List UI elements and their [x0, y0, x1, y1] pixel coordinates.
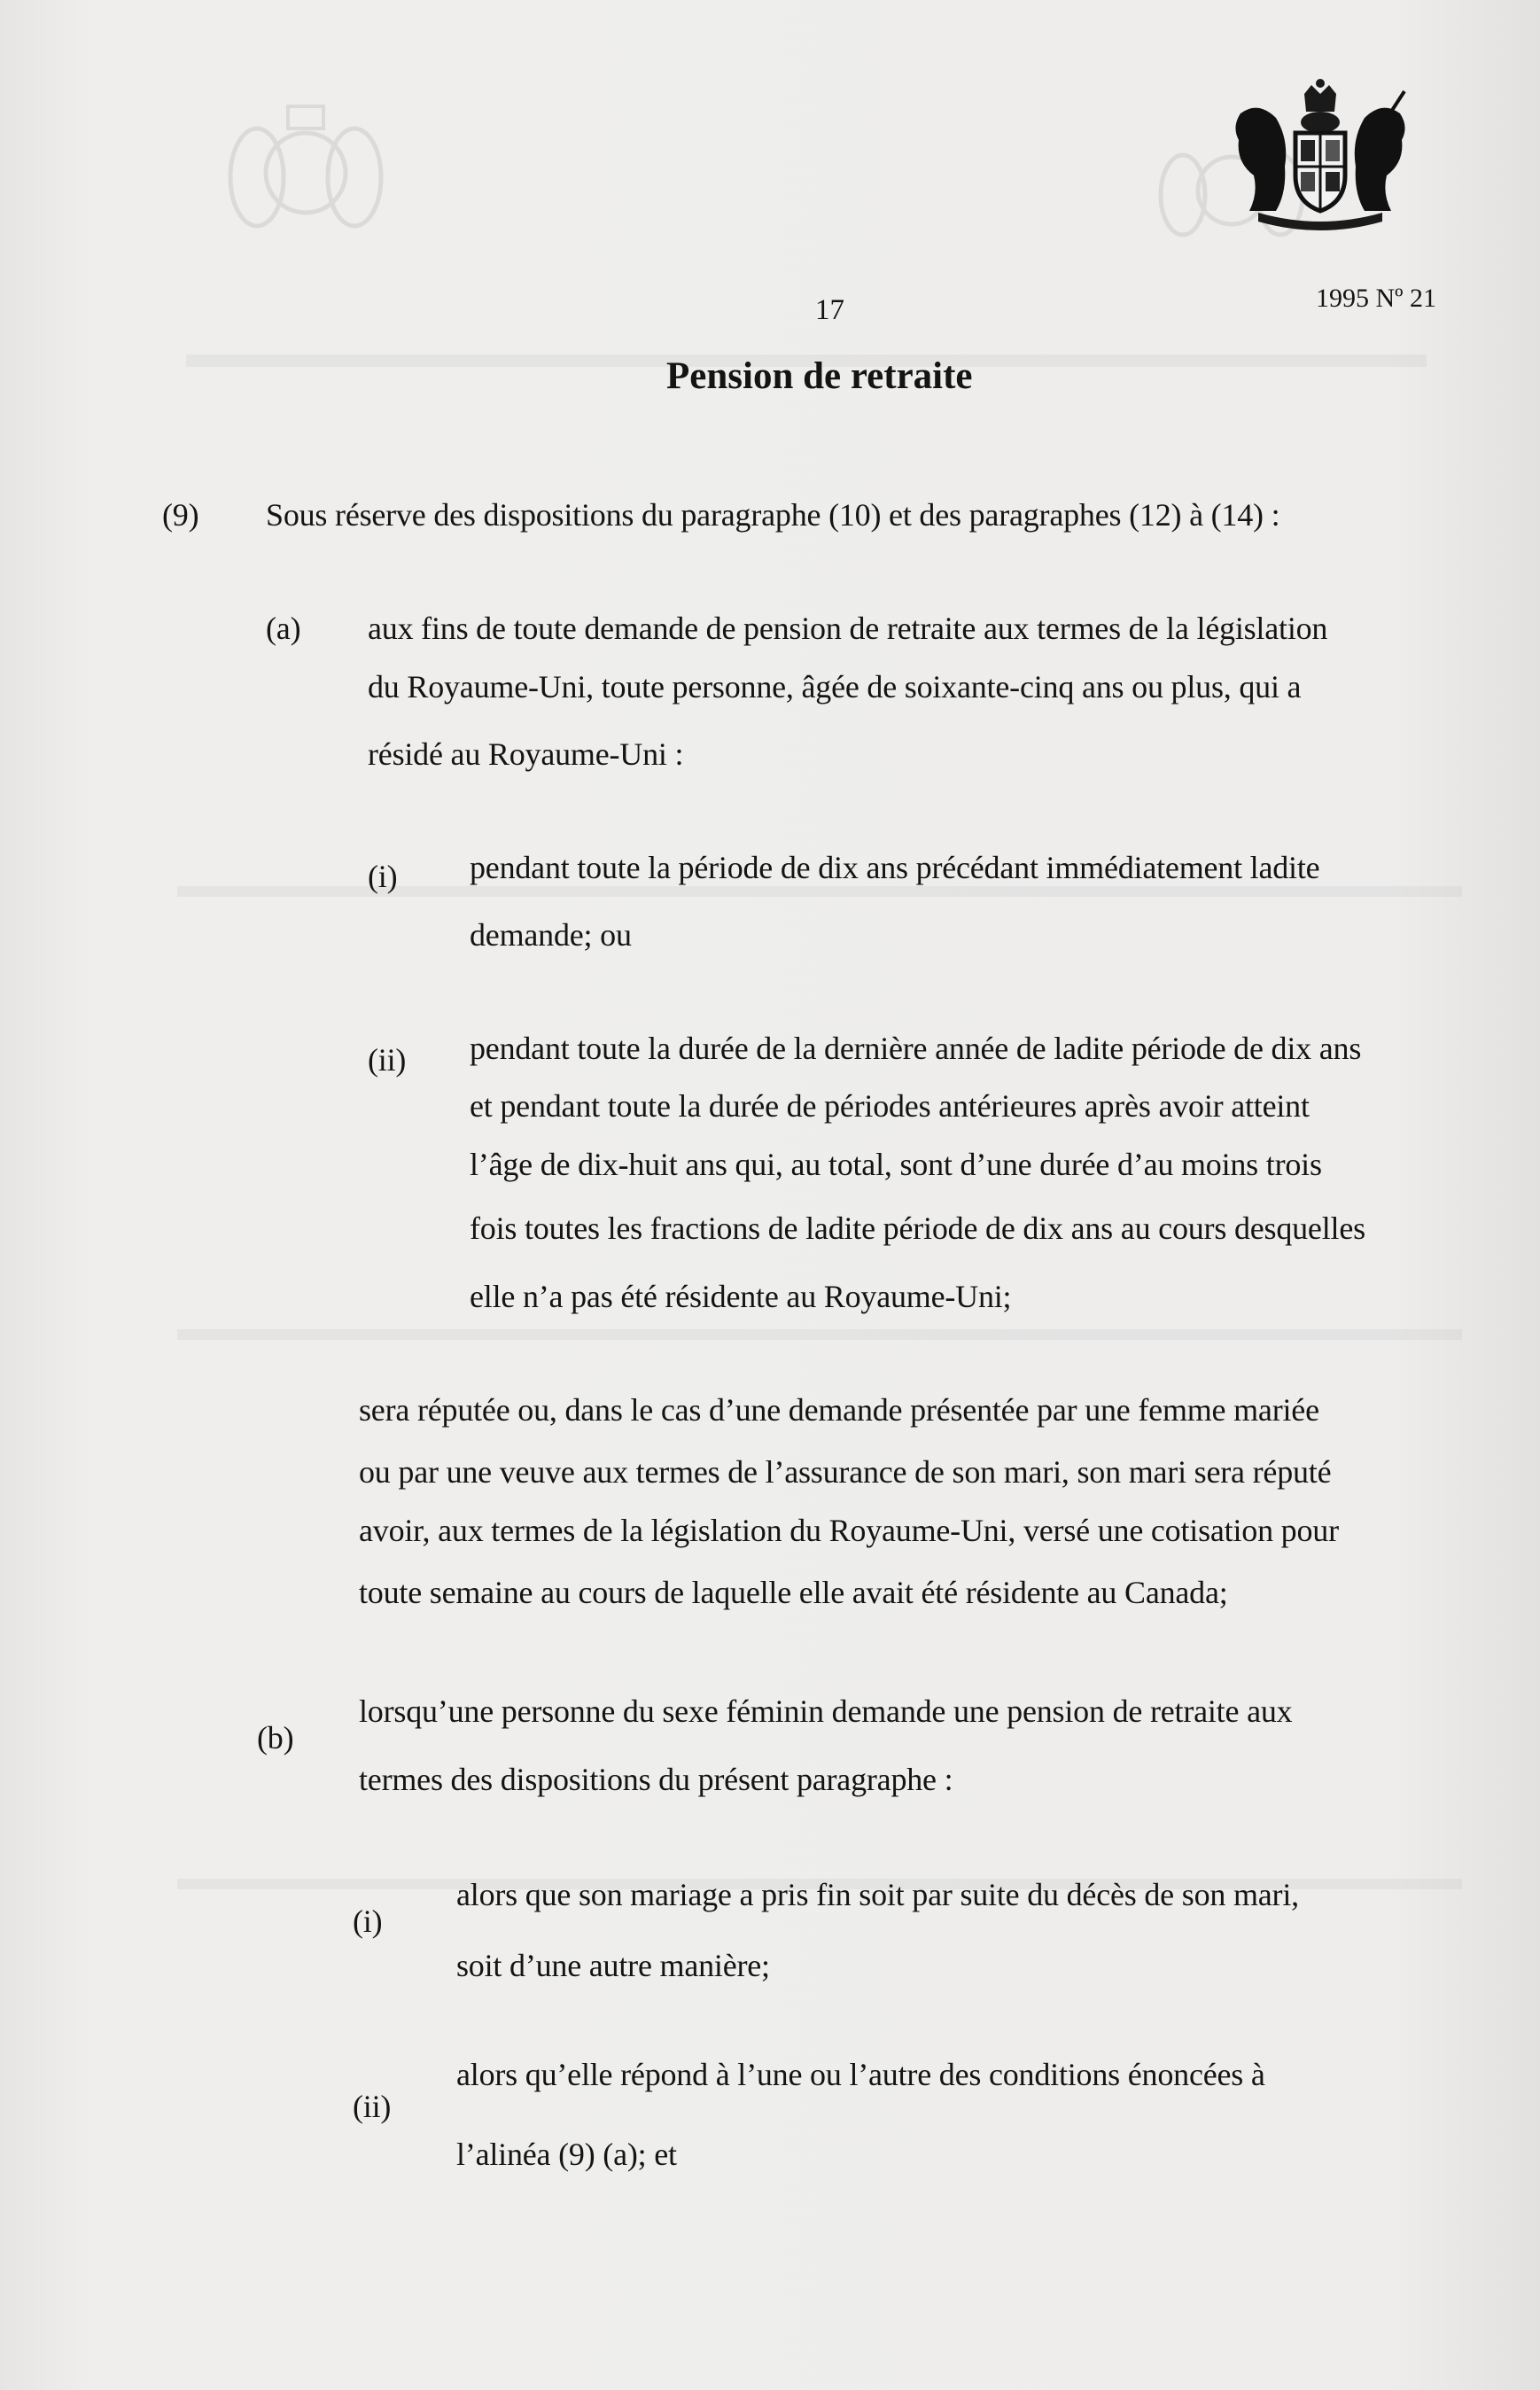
section-title: Pension de retraite	[666, 355, 973, 397]
item-a-line: résidé au Royaume-Uni :	[368, 736, 684, 772]
item-b-label: (b)	[257, 1720, 294, 1756]
ghost-crest-icon	[217, 89, 394, 248]
item-a-i-line: demande; ou	[470, 917, 632, 953]
item-b-ii-label: (ii)	[353, 2089, 392, 2124]
item-a-label: (a)	[266, 611, 301, 646]
item-b-i-label: (i)	[353, 1903, 383, 1939]
item-a-ii-line: et pendant toute la durée de périodes antérieures après avoir atteint	[470, 1088, 1310, 1124]
item-a-conclusion-line: sera réputée ou, dans le cas d’une demande présentée par une femme mariée	[359, 1392, 1319, 1428]
item-a-line: aux fins de toute demande de pension de retraite aux termes de la législation	[368, 611, 1328, 646]
item-a-ii-line: elle n’a pas été résidente au Royaume-Uni;	[470, 1279, 1012, 1314]
royal-coat-of-arms-icon	[1223, 78, 1418, 233]
item-b-i-line: alors que son mariage a pris fin soit par suite du décès de son mari,	[456, 1877, 1299, 1912]
item-a-line: du Royaume-Uni, toute personne, âgée de soixante-cinq ans ou plus, qui a	[368, 669, 1302, 705]
item-a-conclusion-line: avoir, aux termes de la législation du Royaume-Uni, versé une cotisation pour	[359, 1513, 1339, 1548]
document-reference: 1995 Nº 21	[1316, 284, 1436, 313]
page-number: 17	[815, 294, 844, 326]
item-a-conclusion-line: ou par une veuve aux termes de l’assurance de son mari, son mari sera réputé	[359, 1454, 1332, 1490]
item-a-ii-line: l’âge de dix-huit ans qui, au total, sont d’une durée d’au moins trois	[470, 1147, 1322, 1182]
item-b-ii-line: l’alinéa (9) (a); et	[456, 2137, 677, 2172]
item-a-i-line: pendant toute la période de dix ans précédant immédiatement ladite	[470, 850, 1320, 885]
bleed-through-texture	[177, 1329, 1462, 1340]
item-b-ii-line: alors qu’elle répond à l’une ou l’autre des conditions énoncées à	[456, 2057, 1265, 2092]
item-b-i-line: soit d’une autre manière;	[456, 1948, 770, 1983]
paragraph-number: (9)	[162, 497, 199, 533]
item-b-line: lorsqu’une personne du sexe féminin demande une pension de retraite aux	[359, 1693, 1293, 1729]
item-a-conclusion-line: toute semaine au cours de laquelle elle avait été résidente au Canada;	[359, 1575, 1228, 1610]
item-a-i-label: (i)	[368, 859, 398, 894]
item-a-ii-line: pendant toute la durée de la dernière année de ladite période de dix ans	[470, 1031, 1362, 1066]
item-b-line: termes des dispositions du présent paragraphe :	[359, 1762, 953, 1797]
paragraph-intro: Sous réserve des dispositions du paragraphe (10) et des paragraphes (12) à (14) :	[266, 497, 1280, 533]
item-a-ii-line: fois toutes les fractions de ladite période de dix ans au cours desquelles	[470, 1211, 1365, 1246]
item-a-ii-label: (ii)	[368, 1042, 407, 1078]
